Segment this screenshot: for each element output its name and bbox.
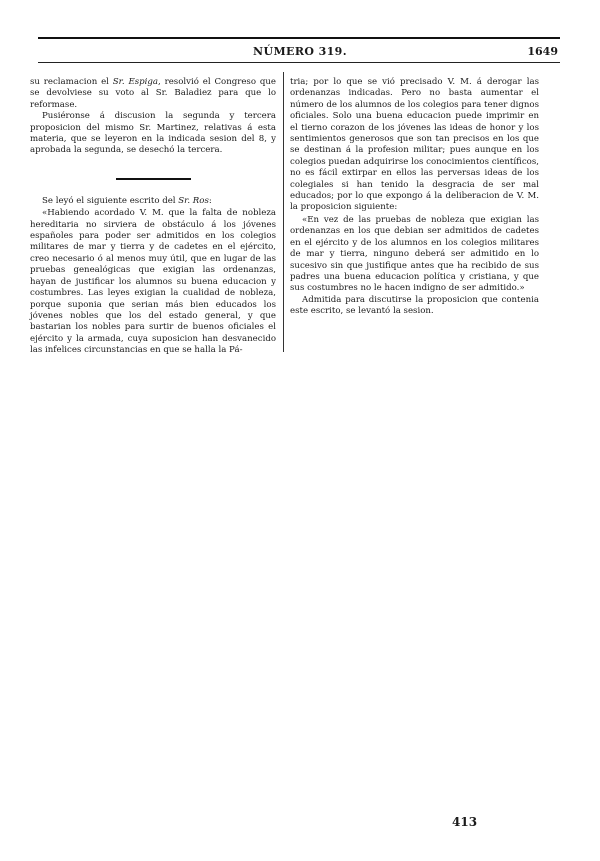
signature-folio: 413 <box>452 815 478 829</box>
left-paragraph-2: Pusiéronse á discusion la segunda y tercera proposicion del mismo Sr. Martinez, relativas á esta materia, que se leyeron en la indicada sesion del 8, y aprobada la segunda, se desechó la tercera. <box>30 111 276 156</box>
right-paragraph-2: «En vez de las pruebas de nobleza que exigian las ordenanzas en los que debian ser admitidos de cadetes en el ejército y de los alumnos en los colegios militares de mar y tierra, ninguno deberá ser admitido en lo sucesivo sin que justifique antes que ha recibido de sus padres una buena educacion política y cristiana, y que sus costumbres no le hacen indigno de ser admitido.» <box>290 214 539 294</box>
column-separator <box>283 72 284 352</box>
section-divider <box>116 178 191 180</box>
page-number: 1649 <box>527 45 558 58</box>
left-column <box>30 77 276 357</box>
right-paragraph-3: Admitida para discutirse la proposicion que contenia este escrito, se levantó la sesion. <box>290 294 539 317</box>
header-rule <box>38 62 560 63</box>
left-paragraph-4: «Habiendo acordado V. M. que la falta de nobleza hereditaria no sirviera de obstáculo á los jóvenes españoles para poder ser admitidos en los colegios militares de mar y tierra y de cadetes en el ejército, creo necesario ó al menos muy útil, que en lugar de las pruebas genealógicas que exigian las ordenanzas, hayan de justificar los alumnos su buena educacion y costumbres. Las leyes exigian la cualidad de nobleza, porque suponia que serian más bien educados los jóvenes nobles que los del estado general, y que bastarian los nobles para surtir de buenos oficiales el ejército y la armada, cuya suposicion han desvanecido las infelices circunstancias en que se halla la Pá- <box>30 208 276 356</box>
running-head-title: NÚMERO 319. <box>253 45 347 58</box>
top-rule <box>38 37 560 39</box>
right-paragraph-1: tria; por lo que se vió precisado V. M. á derogar las ordenanzas indicadas. Pero no basta aumentar el número de los alumnos de los colegios para tener dignos oficiales. Solo una buena educacion puede imprimir en el tierno corazon de los jóvenes las ideas de honor y los sentimientos generosos que son tan precisos en los que se destinan á la profesion militar; pues aunque en los colegios puedan adquirirse los conocimientos científicos, no es fácil extirpar en ellos las perversas ideas de los colegiales si han tenido la desgracia de ser mal educados; por lo que expongo á la deliberacion de V. M. la proposicion siguiente: <box>290 77 539 213</box>
left-paragraph-1: su reclamacion el Sr. Espiga, resolvió el Congreso que se devolviese su voto al Sr. Baladiez para que lo reformase. <box>30 77 276 110</box>
left-paragraph-3: Se leyó el siguiente escrito del Sr. Ros: <box>42 195 212 206</box>
right-column <box>290 77 539 318</box>
